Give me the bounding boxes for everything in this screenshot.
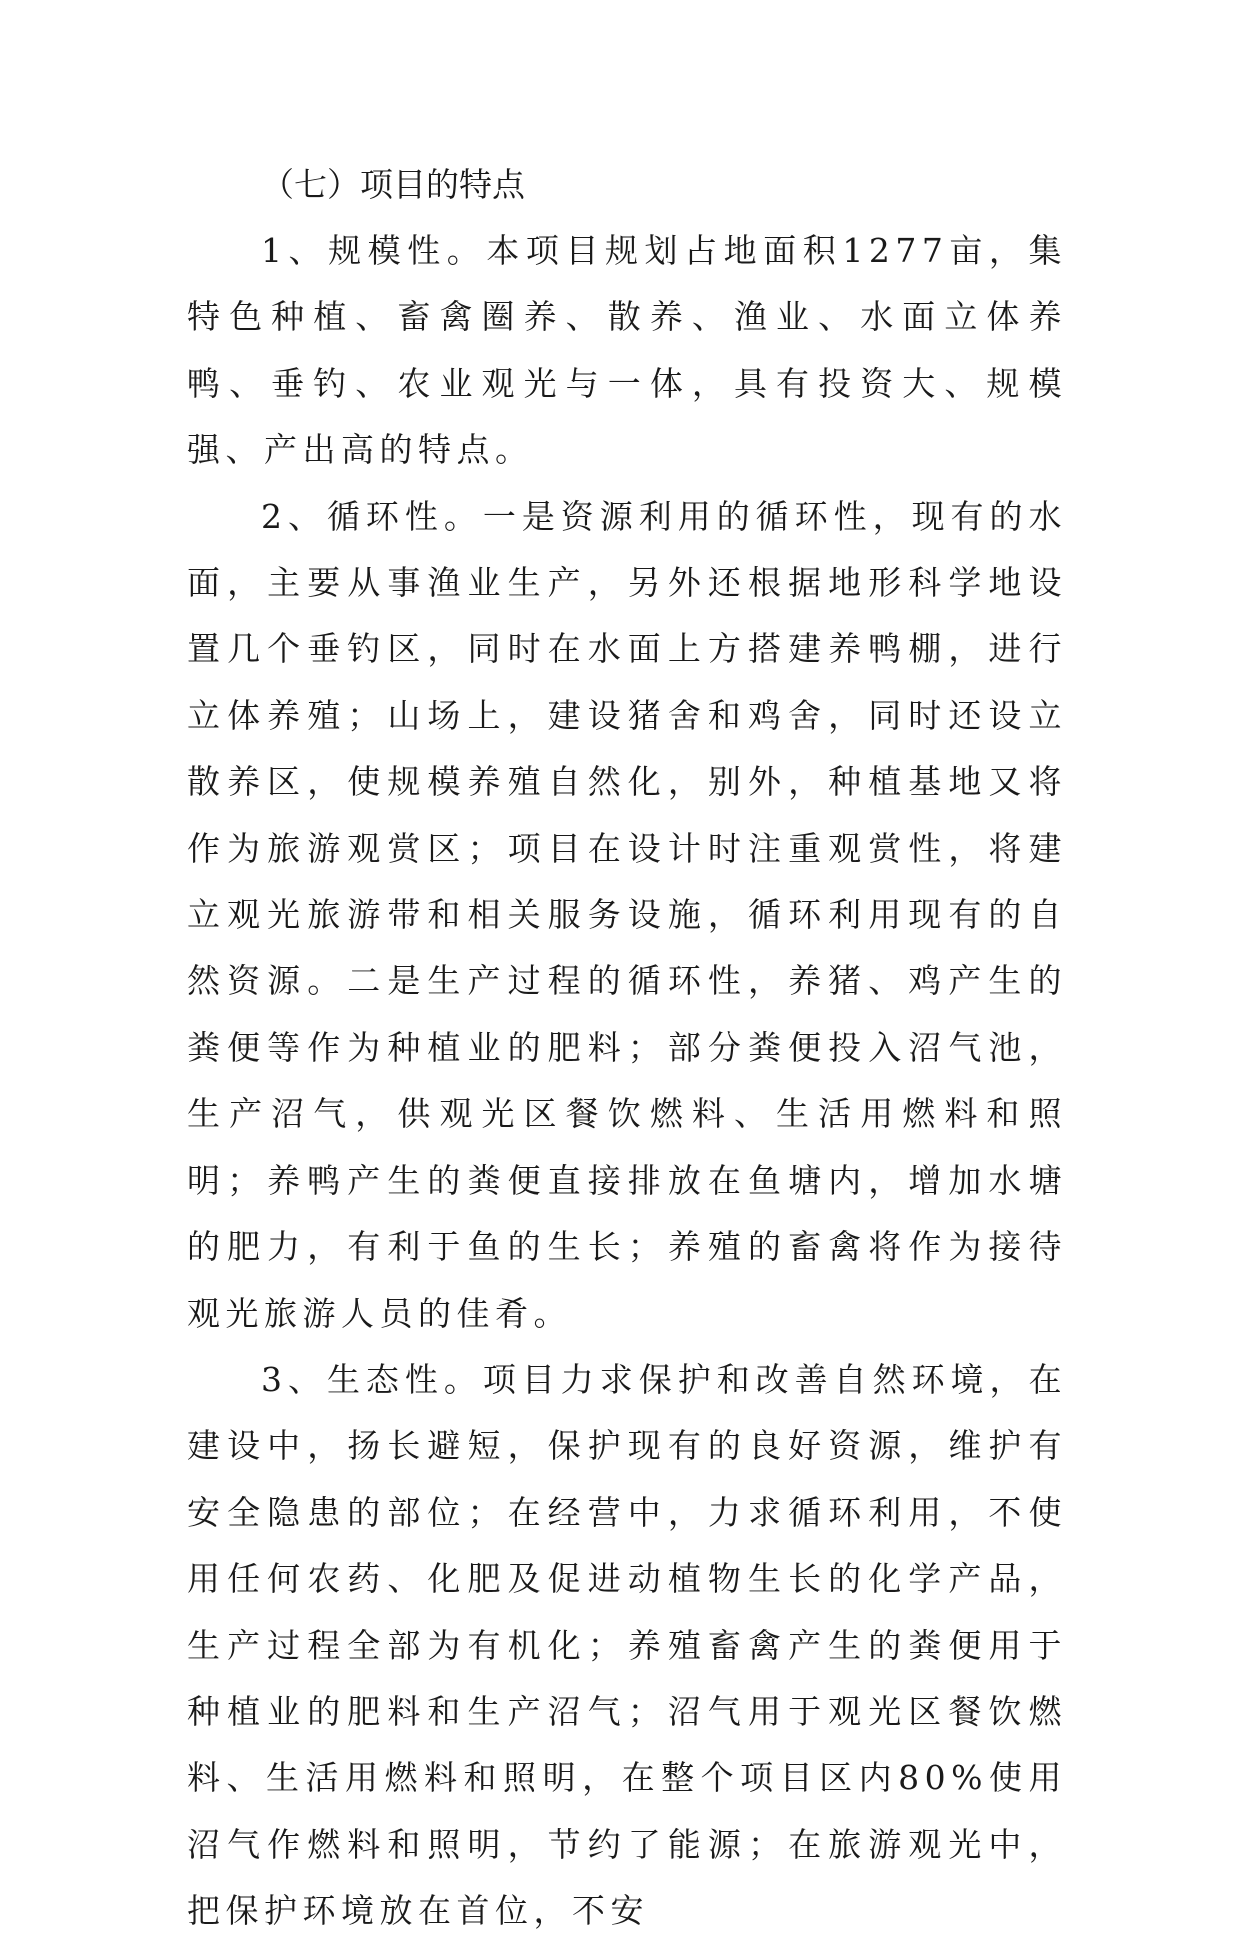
- paragraph-scale: 1、规模性。本项目规划占地面积1277亩，集特色种植、畜禽圈养、散养、渔业、水面立体养鸭、垂钓、农业观光与一体，具有投资大、规模强、产出高的特点。: [187, 231, 1067, 470]
- document-body: [187, 152, 1067, 1945]
- paragraph-ecology: 3、生态性。项目力求保护和改善自然环境，在建设中，扬长避短，保护现有的良好资源，维护有安全隐患的部位；在经营中，力求循环利用，不使用任何农药、化肥及促进动植物生长的化学产品，生产过程全部为有机化；养殖畜禽产生的粪便用于种植业的肥料和生产沼气；沼气用于观光区餐饮燃料、生活用燃料和照明，在整个项目区内80%使用沼气作燃料和照明，节约了能源；在旅游观光中，把保护环境放在首位，不安: [187, 1359, 1067, 1931]
- section-heading: （七）项目的特点: [261, 165, 525, 204]
- paragraph-circularity: 2、循环性。一是资源利用的循环性，现有的水面，主要从事渔业生产，另外还根据地形科学地设置几个垂钓区，同时在水面上方搭建养鸭棚，进行立体养殖；山场上，建设猪舍和鸡舍，同时还设立散养区，使规模养殖自然化，别外，种植基地又将作为旅游观赏区；项目在设计时注重观赏性，将建立观光旅游带和相关服务设施，循环利用现有的自然资源。二是生产过程的循环性，养猪、鸡产生的粪便等作为种植业的肥料；部分粪便投入沼气池，生产沼气，供观光区餐饮燃料、生活用燃料和照明；养鸭产生的粪便直接排放在鱼塘内，增加水塘的肥力，有利于鱼的生长；养殖的畜禽将作为接待观光旅游人员的佳肴。: [187, 496, 1067, 1333]
